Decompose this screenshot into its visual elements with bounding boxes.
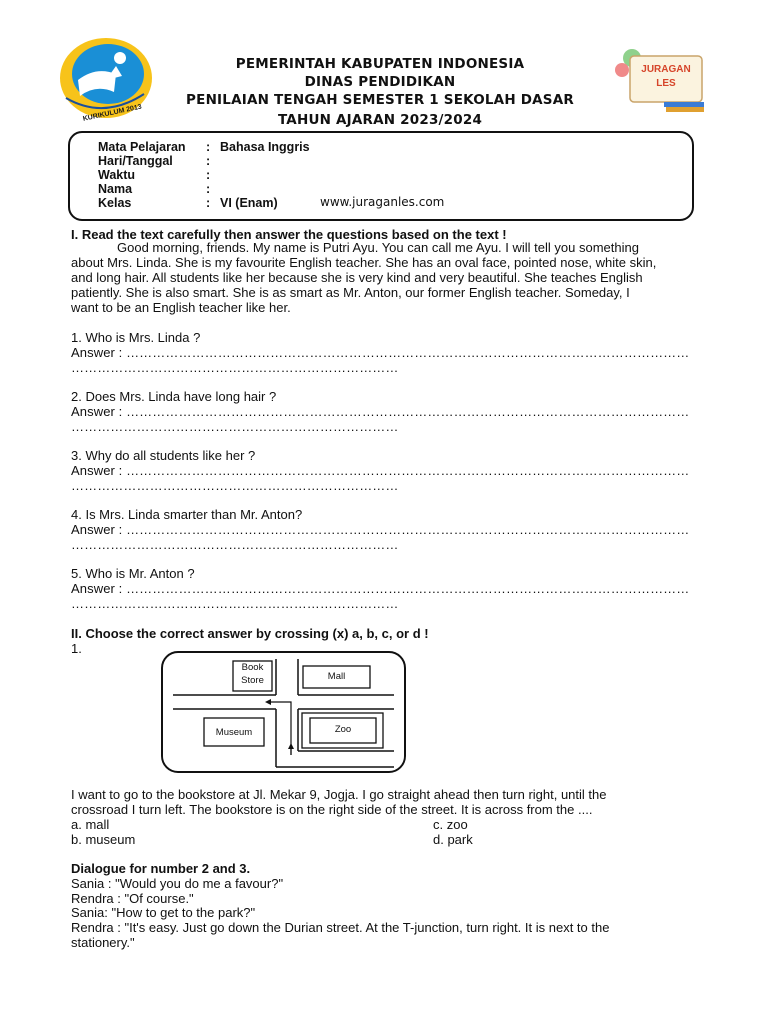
passage-line-2: about Mrs. Linda. She is my favourite English teacher. She has an oval face, pointed nose, white skin, xyxy=(71,255,657,270)
passage-line-4: patiently. She is also smart. She is as smart as Mr. Anton, our former English teacher. Someday, I xyxy=(71,285,630,300)
dialogue-title: Dialogue for number 2 and 3. xyxy=(71,861,251,876)
answer-line-5b[interactable]: ………………………………………………………………… xyxy=(71,596,399,611)
answer-line-3a[interactable]: Answer : ………………………………………………………………………………………………………………… xyxy=(71,463,690,478)
kurikulum-logo-text: KURIKULUM 2013 xyxy=(82,103,143,123)
juragan-logo-text: JURAGAN xyxy=(641,64,691,75)
dialogue-line-3: Sania: "How to get to the park?" xyxy=(71,905,256,920)
map-store-label: Store xyxy=(241,675,264,686)
option-a[interactable]: a. mall xyxy=(71,817,110,832)
question-3: 3. Why do all students like her ? xyxy=(71,448,256,463)
juragan-les-logo xyxy=(608,46,708,116)
question-2-1-number: 1. xyxy=(71,641,82,656)
answer-line-2a[interactable]: Answer : ………………………………………………………………………………………………………………… xyxy=(71,404,690,419)
student-info-box: Mata Pelajaran : Bahasa Inggris Hari/Tanggal : Waktu : Nama : Kelas : VI (Enam) www.juraganles.com xyxy=(68,131,694,221)
map-mall-label: Mall xyxy=(327,671,346,682)
answer-line-1a[interactable]: Answer : ………………………………………………………………………………………………………………… xyxy=(71,345,690,360)
dialogue-line-4: Rendra : "It's easy. Just go down the Durian street. At the T-junction, turn right. It is next to the xyxy=(71,920,610,935)
les-logo-text: LES xyxy=(656,78,676,89)
map-zoo-label: Zoo xyxy=(334,724,352,735)
map-book-label: Book xyxy=(241,662,264,673)
section-2-title: II. Choose the correct answer by crossing (x) a, b, c, or d ! xyxy=(71,626,429,641)
question-1: 1. Who is Mrs. Linda ? xyxy=(71,330,201,345)
answer-line-4a[interactable]: Answer : ………………………………………………………………………………………………………………… xyxy=(71,522,690,537)
website-text: www.juraganles.com xyxy=(320,195,445,209)
question-2-1-text-line-2: crossroad I turn left. The bookstore is on the right side of the street. It is across from the .... xyxy=(71,802,593,817)
question-2-1-text-line-1: I want to go to the bookstore at Jl. Mekar 9, Jogja. I go straight ahead then turn right, until the xyxy=(71,787,607,802)
header-line-1: PEMERINTAH KABUPATEN INDONESIA xyxy=(235,56,525,72)
kurikulum-logo xyxy=(56,36,156,124)
option-d[interactable]: d. park xyxy=(433,832,473,847)
option-c[interactable]: c. zoo xyxy=(433,817,468,832)
question-4: 4. Is Mrs. Linda smarter than Mr. Anton? xyxy=(71,507,303,522)
passage-line-1: Good morning, friends. My name is Putri Ayu. You can call me Ayu. I will tell you something xyxy=(117,240,639,255)
answer-line-1b[interactable]: ………………………………………………………………… xyxy=(71,360,399,375)
passage-line-3: and long hair. All students like her because she is very kind and very beautiful. She teaches English xyxy=(71,270,643,285)
map-museum-label: Museum xyxy=(215,727,253,738)
answer-line-4b[interactable]: ………………………………………………………………… xyxy=(71,537,399,552)
header-line-2: DINAS PENDIDIKAN xyxy=(304,74,456,90)
header-line-3: PENILAIAN TENGAH SEMESTER 1 SEKOLAH DASAR xyxy=(186,92,574,108)
dialogue-line-5: stationery." xyxy=(71,935,135,950)
header-line-4: TAHUN AJARAN 2023/2024 xyxy=(277,112,483,128)
answer-line-3b[interactable]: ………………………………………………………………… xyxy=(71,478,399,493)
section-1-title: I. Read the text carefully then answer the questions based on the text ! xyxy=(71,227,507,242)
dialogue-line-1: Sania : "Would you do me a favour?" xyxy=(71,876,284,891)
answer-line-5a[interactable]: Answer : ………………………………………………………………………………………………………………… xyxy=(71,581,690,596)
passage-line-5: want to be an English teacher like her. xyxy=(71,300,291,315)
question-2: 2. Does Mrs. Linda have long hair ? xyxy=(71,389,277,404)
option-b[interactable]: b. museum xyxy=(71,832,136,847)
answer-line-2b[interactable]: ………………………………………………………………… xyxy=(71,419,399,434)
street-map xyxy=(161,651,406,773)
dialogue-line-2: Rendra : "Of course." xyxy=(71,891,194,906)
question-5: 5. Who is Mr. Anton ? xyxy=(71,566,195,581)
